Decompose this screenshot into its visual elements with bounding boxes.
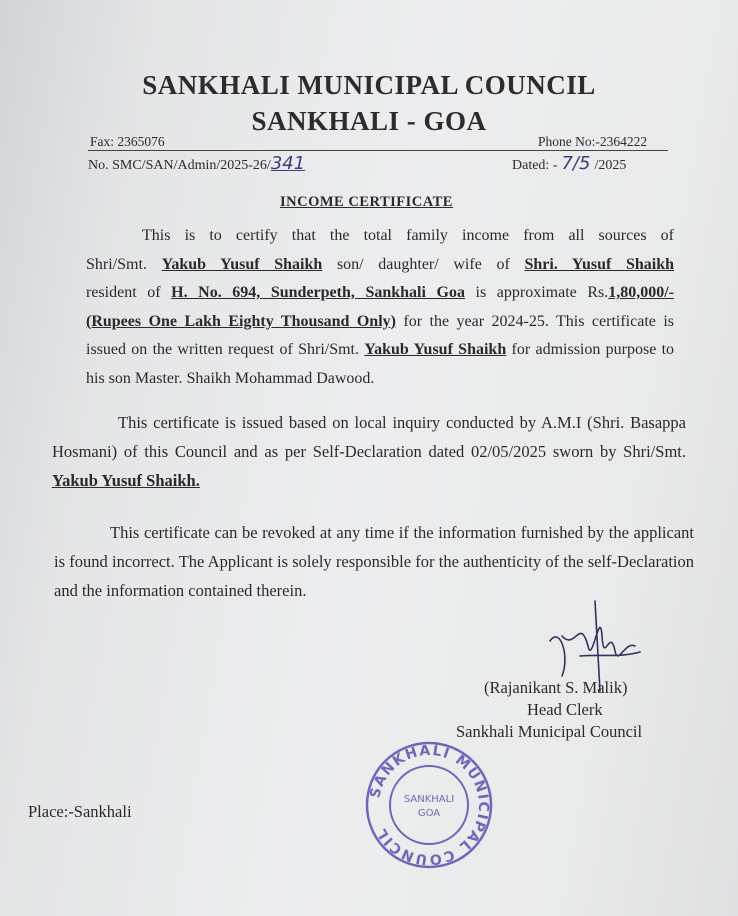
purpose-text: for admission purpose to his son Master. Shaikh Mohammad Dawood. — [86, 341, 675, 387]
certificate-title: INCOME CERTIFICATE — [280, 194, 453, 210]
reference-number — [88, 153, 305, 174]
reference-handwritten: 341 — [270, 153, 306, 174]
revocation-text: This certificate can be revoked at any time if the information furnished by the applicant is found incorrect. The Applicant is solely responsible for the authenticity of the self-Declaration and the information contained therein. — [54, 523, 694, 600]
approximate-label: is approximate Rs. — [475, 284, 609, 301]
para1-line3 — [86, 279, 674, 308]
label-shri-smt: Shri/Smt. — [86, 255, 147, 273]
svg-text:SANKHALI: SANKHALI — [403, 794, 455, 805]
date-year: /2025 — [594, 158, 627, 173]
org-location-heading: SANKHALI - GOA — [251, 106, 487, 136]
income-amount: 1,80,000/- — [608, 284, 675, 301]
signatory-designation: Head Clerk — [527, 700, 603, 719]
para1-line2 — [86, 251, 674, 280]
applicant-name: Yakub Yusuf Shaikh — [161, 255, 323, 273]
fax-number: Fax: 2365076 — [90, 134, 165, 149]
header-divider — [88, 150, 668, 151]
place-label: Place:-Sankhali — [28, 802, 132, 821]
council-round-stamp — [364, 740, 494, 870]
year-request-text: for the year 2024-25. This certificate is issued on the written request of Shri/Smt. — [86, 312, 675, 358]
revocation-paragraph — [54, 518, 694, 605]
para1-rest — [86, 308, 674, 394]
relation-text: son/ daughter/ wife of — [336, 255, 510, 273]
phone-number: Phone No:-2364222 — [538, 134, 648, 149]
address-value: H. No. 694, Sunderpeth, Sankhali Goa — [171, 284, 465, 301]
resident-label: resident of — [86, 284, 161, 301]
reference-label: No. SMC/SAN/Admin/2025-26/ — [88, 158, 271, 173]
declarant-name: Yakub Yusuf Shaikh. — [52, 471, 200, 490]
inquiry-text: This certificate is issued based on local inquiry conducted by A.M.I (Shri. Basappa Hosmani) of this Council and as per Self-Declaration dated 02/05/2025 sworn by Shri/Smt. — [52, 413, 686, 461]
para1-line1: This is to certify that the total family income from all sources of — [142, 227, 674, 244]
income-amount-words: (Rupees One Lakh Eighty Thousand Only) — [86, 312, 396, 330]
date-handwritten: 7/5 — [561, 153, 591, 174]
svg-text:GOA: GOA — [417, 808, 441, 819]
requester-name: Yakub Yusuf Shaikh — [364, 341, 507, 358]
date-label: Dated: - — [512, 158, 558, 173]
parent-name: Shri. Yusuf Shaikh — [524, 255, 675, 273]
org-name-heading: SANKHALI MUNICIPAL COUNCIL — [142, 70, 596, 100]
date-field — [512, 153, 626, 174]
svg-text:SANKHALI MUNICIPAL COUNCIL: SANKHALI MUNICIPAL COUNCIL — [367, 742, 492, 868]
inquiry-paragraph — [52, 408, 686, 495]
signatory-office: Sankhali Municipal Council — [456, 722, 643, 741]
signatory-name: (Rajanikant S. Malik) — [484, 678, 628, 697]
certification-paragraph — [86, 222, 674, 393]
